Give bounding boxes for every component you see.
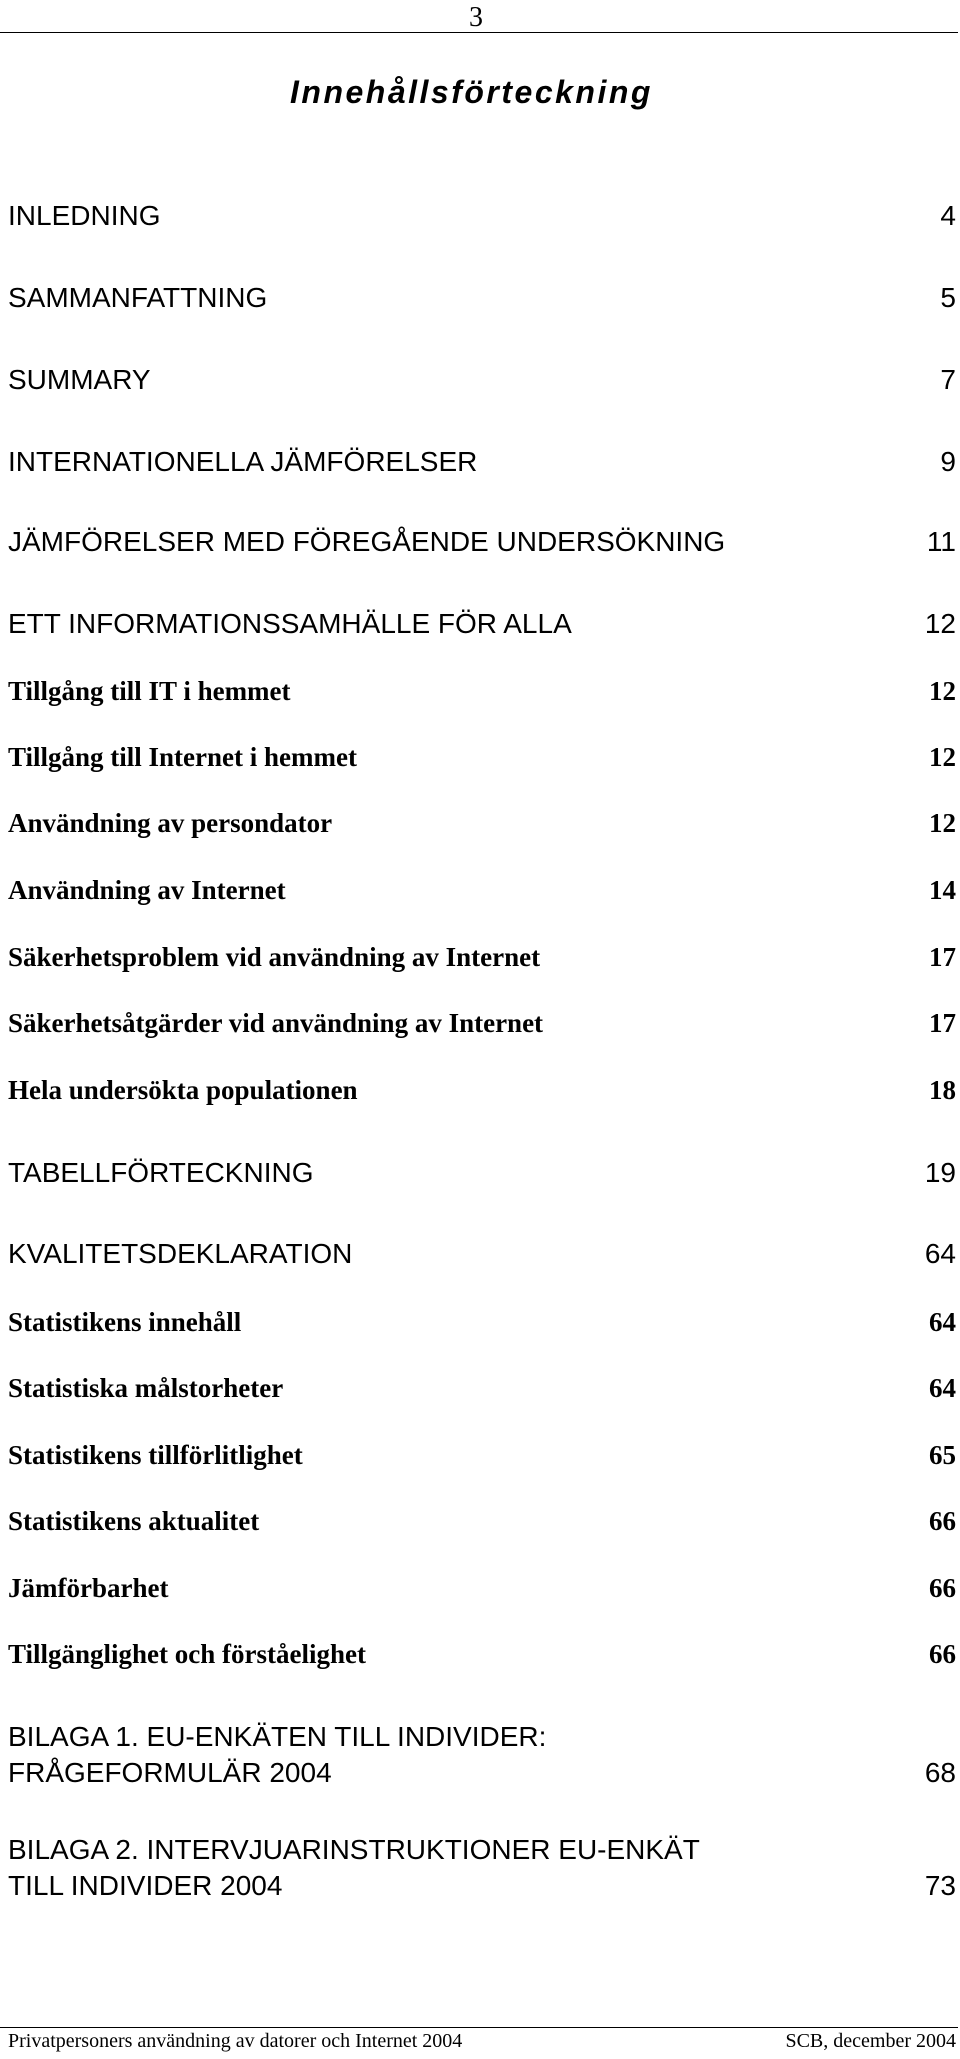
- toc-entry-page: 12: [929, 808, 956, 838]
- toc-entry-tabellforteckning[interactable]: [8, 1155, 956, 1191]
- toc-entry-page: 73: [924, 1870, 956, 1902]
- toc-entry-tillgang-it[interactable]: [8, 674, 956, 709]
- toc-entry-label: Användning av persondator: [8, 808, 333, 838]
- toc-entry-page: 17: [929, 1008, 956, 1038]
- toc-entry-page: 14: [929, 875, 956, 905]
- toc-entry-page: 5: [940, 282, 956, 313]
- toc-entry-page: 64: [924, 1238, 956, 1269]
- toc-entry-label: [8, 1719, 546, 1792]
- toc-entry-label-line2: TILL INDIVIDER 2004: [8, 1870, 283, 1902]
- toc-entry-page: 7: [940, 364, 956, 395]
- toc-entry-label-line1: BILAGA 1. EU-ENKÄTEN TILL INDIVIDER:: [8, 1721, 547, 1752]
- toc-entry-label: SAMMANFATTNING: [8, 282, 268, 313]
- toc-entry-label: [8, 1832, 700, 1905]
- toc-entry-kvalitetsdeklaration[interactable]: [8, 1236, 956, 1272]
- toc-entry-persondator[interactable]: [8, 806, 956, 841]
- toc-entry-page: 12: [929, 676, 956, 706]
- toc-entry-page: 65: [929, 1440, 956, 1470]
- toc-entry-label: JÄMFÖRELSER MED FÖREGÅENDE UNDERSÖKNING: [8, 526, 726, 557]
- toc-entry-label: Tillgång till IT i hemmet: [8, 676, 291, 706]
- toc-entry-anvandning-internet[interactable]: [8, 873, 956, 908]
- toc-entry-statistikens-innehall[interactable]: [8, 1305, 956, 1340]
- toc-entry-label-line1: BILAGA 2. INTERVJUARINSTRUKTIONER EU-ENKÄT: [8, 1834, 700, 1865]
- toc-entry-label: KVALITETSDEKLARATION: [8, 1238, 353, 1269]
- toc-title: Innehållsförteckning: [290, 74, 653, 110]
- toc-entry-page: 18: [929, 1075, 956, 1105]
- toc-entry-label: SUMMARY: [8, 364, 151, 395]
- toc-entry-page: 66: [929, 1573, 956, 1603]
- toc-entry-bilaga-2[interactable]: [8, 1832, 956, 1905]
- toc-entry-label: INTERNATIONELLA JÄMFÖRELSER: [8, 446, 478, 477]
- header-rule: [0, 32, 958, 33]
- toc-entry-page: 19: [924, 1157, 956, 1188]
- footer-rule: [0, 2027, 958, 2028]
- toc-entry-label-line2: FRÅGEFORMULÄR 2004: [8, 1757, 332, 1789]
- toc-entry-sakerhetsatgarder[interactable]: [8, 1006, 956, 1041]
- footer-left-text: Privatpersoners användning av datorer och Internet 2004: [8, 2030, 463, 2052]
- toc-entry-label: Statistikens aktualitet: [8, 1506, 260, 1536]
- toc-entry-inledning[interactable]: [8, 198, 956, 234]
- toc-entry-label: INLEDNING: [8, 200, 161, 231]
- toc-entry-tillforlitlighet[interactable]: [8, 1438, 956, 1473]
- toc-entry-page: 64: [929, 1373, 956, 1403]
- toc-entry-page: 11: [926, 526, 956, 557]
- toc-entry-label: Användning av Internet: [8, 875, 286, 905]
- toc-entry-internationella[interactable]: [8, 444, 956, 480]
- toc-entry-jamforbarhet[interactable]: [8, 1571, 956, 1606]
- toc-entry-label: TABELLFÖRTECKNING: [8, 1157, 314, 1188]
- toc-entry-page: 66: [929, 1506, 956, 1536]
- toc-entry-jamforelser[interactable]: [8, 524, 956, 560]
- toc-entry-page: 9: [940, 446, 956, 477]
- toc-entry-page: 68: [924, 1757, 956, 1789]
- toc-entry-summary[interactable]: [8, 362, 956, 398]
- toc-entry-label: Säkerhetsproblem vid användning av Internet: [8, 942, 541, 972]
- toc-entry-label: Hela undersökta populationen: [8, 1075, 358, 1105]
- toc-entry-sammanfattning[interactable]: [8, 280, 956, 316]
- toc-entry-label: Tillgång till Internet i hemmet: [8, 742, 357, 772]
- toc-entry-malstorheter[interactable]: [8, 1371, 956, 1406]
- toc-entry-sakerhetsproblem[interactable]: [8, 940, 956, 975]
- toc-entry-aktualitet[interactable]: [8, 1504, 956, 1539]
- toc-entry-label: Säkerhetsåtgärder vid användning av Internet: [8, 1008, 544, 1038]
- toc-entry-label: Statistiska målstorheter: [8, 1373, 284, 1403]
- toc-entry-page: 12: [929, 742, 956, 772]
- toc-entry-page: 4: [940, 200, 956, 231]
- toc-entry-label: Statistikens tillförlitlighet: [8, 1440, 303, 1470]
- toc-entry-informationssamhalle[interactable]: [8, 606, 956, 642]
- toc-entry-page: 66: [929, 1639, 956, 1669]
- toc-entry-page: 64: [929, 1307, 956, 1337]
- page-number: 3: [469, 2, 483, 33]
- toc-entry-tillganglighet[interactable]: [8, 1637, 956, 1672]
- toc-entry-hela-populationen[interactable]: [8, 1073, 956, 1108]
- footer-right-text: SCB, december 2004: [785, 2030, 956, 2052]
- toc-entry-label: Jämförbarhet: [8, 1573, 169, 1603]
- toc-entry-page: 17: [929, 942, 956, 972]
- toc-entry-bilaga-1[interactable]: [8, 1719, 956, 1792]
- toc-entry-label: Tillgänglighet och förståelighet: [8, 1639, 366, 1669]
- toc-entry-page: 12: [924, 608, 956, 639]
- toc-entry-label: Statistikens innehåll: [8, 1307, 242, 1337]
- toc-entry-label: ETT INFORMATIONSSAMHÄLLE FÖR ALLA: [8, 608, 572, 639]
- toc-entry-tillgang-internet[interactable]: [8, 740, 956, 775]
